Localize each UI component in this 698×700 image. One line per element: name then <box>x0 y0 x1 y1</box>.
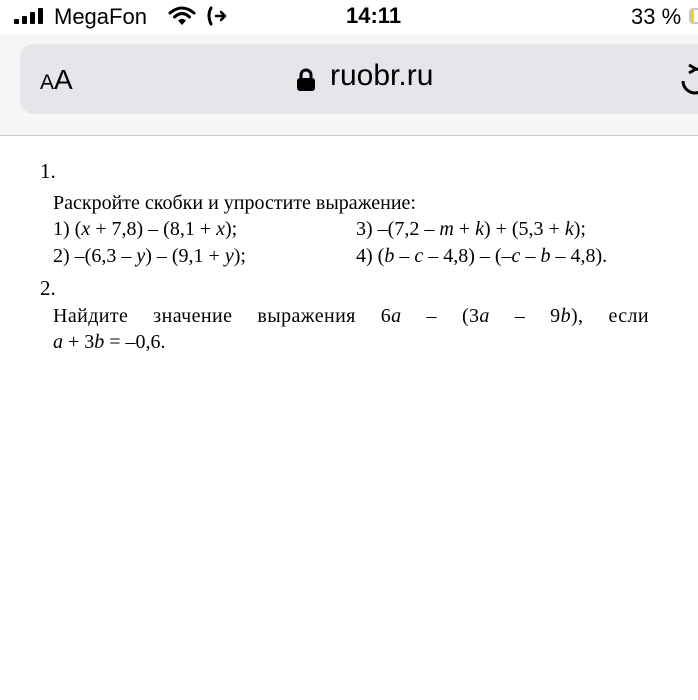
wifi-icon <box>168 6 196 26</box>
carrier-name: MegaFon <box>54 4 147 29</box>
text-size-button[interactable] <box>40 64 73 96</box>
url-text[interactable]: ruobr.ru <box>330 59 434 92</box>
task-1-item-2: 2) –(6,3 – y) – (9,1 + y); <box>53 245 246 267</box>
task-1-item-3: 3) –(7,2 – m + k) + (5,3 + k); <box>356 218 586 240</box>
reload-icon[interactable] <box>678 64 698 98</box>
lock-icon <box>296 68 316 92</box>
clock: 14:11 <box>346 3 402 28</box>
text-size-large-a: A <box>54 64 73 95</box>
task-1-number: 1. <box>40 159 56 183</box>
task-1-item-1: 1) (x + 7,8) – (8,1 + x); <box>53 218 238 240</box>
task-2-condition: a + 3b = –0,6. <box>53 331 166 353</box>
status-bar <box>0 0 698 34</box>
battery-icon <box>689 8 698 24</box>
call-forwarding-icon <box>206 6 228 26</box>
browser-toolbar <box>0 34 698 136</box>
page-content <box>0 136 698 700</box>
task-2-text: Найдите значение выражения 6a – (3a – 9b), если <box>53 305 649 327</box>
text-size-small-a: A <box>40 71 55 94</box>
task-2-number: 2. <box>40 276 56 300</box>
address-bar[interactable] <box>20 44 698 114</box>
task-1-instruction: Раскройте скобки и упростите выражение: <box>53 192 416 214</box>
task-1-item-4: 4) (b – c – 4,8) – (–c – b – 4,8). <box>356 245 608 267</box>
battery-percentage: 33 % <box>631 4 682 29</box>
signal-icon <box>14 8 44 24</box>
